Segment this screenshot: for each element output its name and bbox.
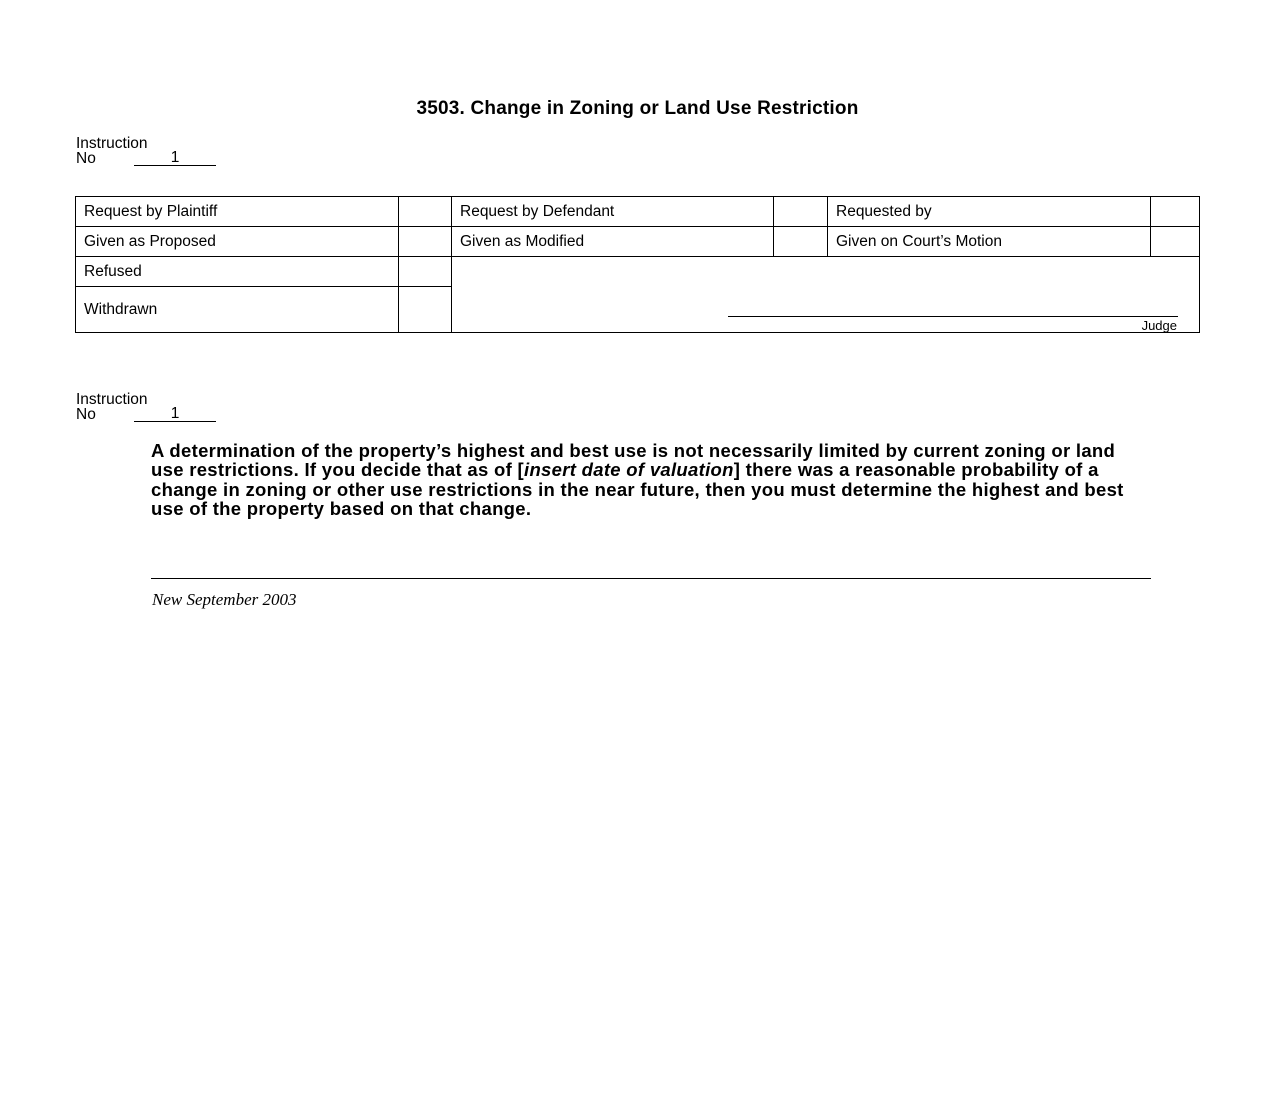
instruction-number-block <box>76 136 216 166</box>
instruction-body-placeholder: insert date of valuation <box>524 459 734 481</box>
document-title: 3503. Change in Zoning or Land Use Restriction <box>416 98 859 119</box>
separator-line <box>151 578 1151 579</box>
requested-by-checkbox[interactable] <box>1151 197 1199 226</box>
instruction-number: 1 <box>134 151 216 166</box>
instruction-number: 1 <box>134 407 216 422</box>
given-as-proposed-label: Given as Proposed <box>84 232 216 250</box>
given-as-proposed-checkbox[interactable] <box>399 227 451 256</box>
refused-label: Refused <box>84 262 142 280</box>
instruction-body-text: A determination of the property’s highest and best use is not necessarily limited by current zoning or land use restrictions. If you decide that as of [ <box>151 440 1116 481</box>
given-as-modified-label: Given as Modified <box>460 232 585 250</box>
revision-note: New September 2003 <box>152 590 297 609</box>
given-on-courts-motion-label: Given on Court’s Motion <box>836 232 1002 250</box>
instruction-no-label: No <box>76 406 96 423</box>
instruction-disposition-form <box>75 196 1200 333</box>
refused-checkbox[interactable] <box>399 257 451 286</box>
instruction-no-label: No <box>76 150 96 167</box>
withdrawn-checkbox[interactable] <box>399 287 451 332</box>
request-by-plaintiff-checkbox[interactable] <box>399 197 451 226</box>
given-as-modified-checkbox[interactable] <box>774 227 827 256</box>
instruction-body-text: ] there was a reasonable probability of a change in zoning or other use restrictions in the near future, then you must determine the highest and best use of the property based on that change. <box>151 459 1124 520</box>
request-by-plaintiff-label: Request by Plaintiff <box>84 202 218 220</box>
request-by-defendant-label: Request by Defendant <box>460 202 615 220</box>
judge-signature-line[interactable] <box>728 316 1178 317</box>
instruction-number-block <box>76 392 216 422</box>
given-on-courts-motion-checkbox[interactable] <box>1151 227 1199 256</box>
request-by-defendant-checkbox[interactable] <box>774 197 827 226</box>
withdrawn-label: Withdrawn <box>84 300 158 318</box>
requested-by-label: Requested by <box>836 202 932 220</box>
judge-label: Judge <box>1141 318 1177 333</box>
instruction-label: Instruction <box>76 135 148 152</box>
instruction-label: Instruction <box>76 391 148 408</box>
instruction-body <box>151 441 1131 519</box>
